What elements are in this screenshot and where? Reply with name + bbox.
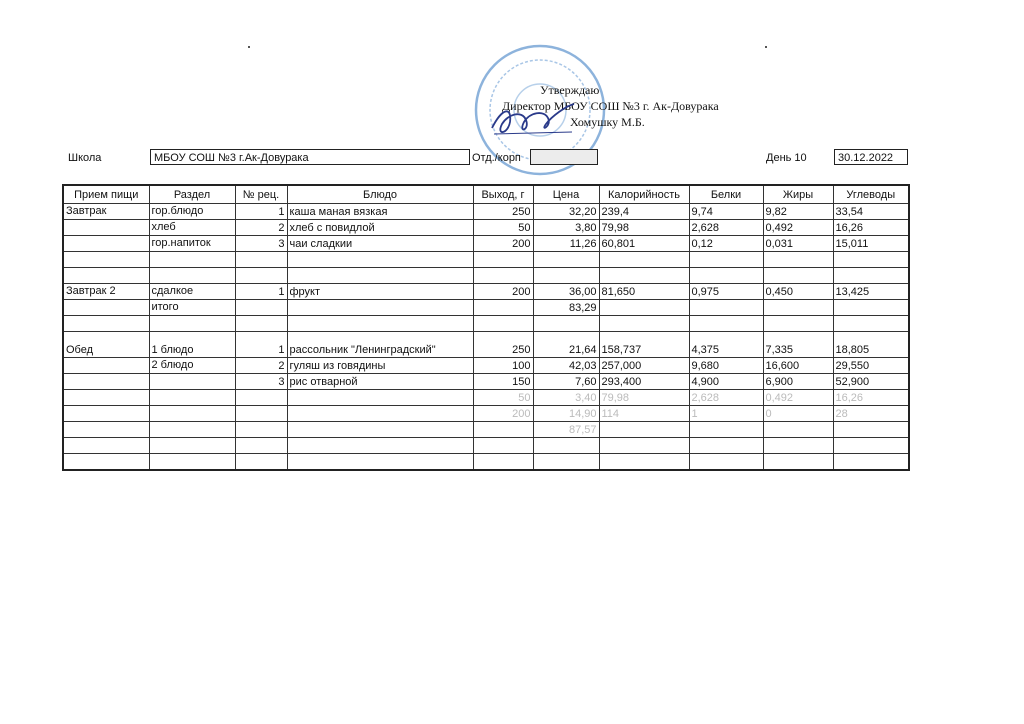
price-cell: [533, 316, 599, 332]
recipe-cell: [235, 300, 287, 316]
protein-cell: 9,680: [689, 358, 763, 374]
kcal-cell: 158,737: [599, 332, 689, 358]
fat-cell: 16,600: [763, 358, 833, 374]
meal-cell: [63, 406, 149, 422]
section-cell: [149, 406, 235, 422]
fat-cell: [763, 422, 833, 438]
dish-cell: [287, 406, 473, 422]
col-header: Блюдо: [287, 185, 473, 204]
meal-cell: [63, 454, 149, 471]
recipe-cell: [235, 390, 287, 406]
carb-cell: 16,26: [833, 390, 909, 406]
recipe-cell: 2: [235, 220, 287, 236]
col-header: Выход, г: [473, 185, 533, 204]
section-cell: [149, 454, 235, 471]
fat-cell: 0,031: [763, 236, 833, 252]
dept-label: Отд./корп: [472, 152, 521, 164]
table-row: [63, 236, 909, 252]
fat-cell: [763, 316, 833, 332]
scan-dot: [765, 46, 767, 48]
section-cell: [149, 438, 235, 454]
protein-cell: [689, 268, 763, 284]
section-cell: итого: [149, 300, 235, 316]
col-header: Калорийность: [599, 185, 689, 204]
price-cell: 42,03: [533, 358, 599, 374]
table-row: [63, 406, 909, 422]
kcal-cell: [599, 454, 689, 471]
meal-cell: Завтрак: [63, 204, 149, 220]
output-cell: 250: [473, 332, 533, 358]
protein-cell: 2,628: [689, 220, 763, 236]
approval-name: Хомушку М.Б.: [570, 115, 645, 129]
protein-cell: [689, 438, 763, 454]
output-cell: [473, 316, 533, 332]
kcal-cell: 239,4: [599, 204, 689, 220]
output-cell: [473, 252, 533, 268]
carb-cell: 16,26: [833, 220, 909, 236]
kcal-cell: [599, 252, 689, 268]
meal-cell: [63, 374, 149, 390]
dish-cell: гуляш из говядины: [287, 358, 473, 374]
carb-cell: 18,805: [833, 332, 909, 358]
dish-cell: [287, 316, 473, 332]
meal-cell: [63, 220, 149, 236]
carb-cell: [833, 438, 909, 454]
price-cell: [533, 454, 599, 471]
meal-cell: [63, 268, 149, 284]
recipe-cell: 1: [235, 284, 287, 300]
carb-cell: [833, 422, 909, 438]
kcal-cell: 114: [599, 406, 689, 422]
table-row: [63, 252, 909, 268]
kcal-cell: 79,98: [599, 220, 689, 236]
col-header: Белки: [689, 185, 763, 204]
output-cell: 50: [473, 390, 533, 406]
section-cell: [149, 252, 235, 268]
output-cell: [473, 300, 533, 316]
carb-cell: 13,425: [833, 284, 909, 300]
dish-cell: фрукт: [287, 284, 473, 300]
kcal-cell: 60,801: [599, 236, 689, 252]
meal-cell: [63, 236, 149, 252]
carb-cell: [833, 454, 909, 471]
recipe-cell: 1: [235, 332, 287, 358]
price-cell: [533, 268, 599, 284]
fat-cell: 9,82: [763, 204, 833, 220]
fat-cell: 7,335: [763, 332, 833, 358]
carb-cell: 28: [833, 406, 909, 422]
protein-cell: 2,628: [689, 390, 763, 406]
protein-cell: 1: [689, 406, 763, 422]
recipe-cell: [235, 454, 287, 471]
kcal-cell: [599, 300, 689, 316]
protein-cell: [689, 422, 763, 438]
protein-cell: 4,900: [689, 374, 763, 390]
price-cell: 87,57: [533, 422, 599, 438]
kcal-cell: 81,650: [599, 284, 689, 300]
school-label: Школа: [68, 152, 102, 164]
output-cell: 150: [473, 374, 533, 390]
recipe-cell: 3: [235, 374, 287, 390]
table-row: [63, 204, 909, 220]
day-label: День 10: [766, 152, 807, 164]
price-cell: 21,64: [533, 332, 599, 358]
meal-cell: [63, 316, 149, 332]
recipe-cell: [235, 268, 287, 284]
section-cell: [149, 268, 235, 284]
output-cell: 50: [473, 220, 533, 236]
meal-cell: [63, 390, 149, 406]
fat-cell: [763, 268, 833, 284]
col-header: № рец.: [235, 185, 287, 204]
output-cell: 100: [473, 358, 533, 374]
protein-cell: [689, 252, 763, 268]
kcal-cell: [599, 422, 689, 438]
fat-cell: 0,450: [763, 284, 833, 300]
carb-cell: 52,900: [833, 374, 909, 390]
price-cell: [533, 252, 599, 268]
protein-cell: 0,12: [689, 236, 763, 252]
output-cell: 200: [473, 236, 533, 252]
section-cell: сдалкое: [149, 284, 235, 300]
dept-field: [530, 149, 598, 165]
kcal-cell: 79,98: [599, 390, 689, 406]
output-cell: 250: [473, 204, 533, 220]
fat-cell: [763, 300, 833, 316]
output-cell: [473, 438, 533, 454]
kcal-cell: 257,000: [599, 358, 689, 374]
dish-cell: каша маная вязкая: [287, 204, 473, 220]
fat-cell: 0,492: [763, 390, 833, 406]
section-cell: гор.напиток: [149, 236, 235, 252]
carb-cell: [833, 252, 909, 268]
recipe-cell: [235, 406, 287, 422]
price-cell: 14,90: [533, 406, 599, 422]
dish-cell: чаи сладкии: [287, 236, 473, 252]
date-field: 30.12.2022: [834, 149, 908, 165]
recipe-cell: 1: [235, 204, 287, 220]
table-row: [63, 332, 909, 358]
recipe-cell: 2: [235, 358, 287, 374]
menu-table: [62, 184, 910, 471]
meal-cell: [63, 300, 149, 316]
meal-cell: Обед: [63, 332, 149, 358]
scan-dot: [248, 46, 250, 48]
meal-cell: [63, 252, 149, 268]
col-header: Прием пищи: [63, 185, 149, 204]
dish-cell: [287, 390, 473, 406]
table-row: [63, 300, 909, 316]
dish-cell: рис отварной: [287, 374, 473, 390]
table-row: [63, 220, 909, 236]
recipe-cell: [235, 422, 287, 438]
table-row: [63, 316, 909, 332]
output-cell: 200: [473, 284, 533, 300]
fat-cell: [763, 454, 833, 471]
dish-cell: [287, 422, 473, 438]
price-cell: 3,40: [533, 390, 599, 406]
price-cell: 32,20: [533, 204, 599, 220]
protein-cell: [689, 454, 763, 471]
table-row: [63, 268, 909, 284]
table-row: [63, 284, 909, 300]
approval-director: Директор МБОУ СОШ №3 г. Ак-Довурака: [502, 99, 719, 113]
table-body: [63, 204, 909, 471]
kcal-cell: [599, 268, 689, 284]
price-cell: [533, 438, 599, 454]
dish-cell: [287, 454, 473, 471]
col-header: Цена: [533, 185, 599, 204]
protein-cell: [689, 316, 763, 332]
signature: [488, 98, 578, 144]
carb-cell: 33,54: [833, 204, 909, 220]
meal-cell: Завтрак 2: [63, 284, 149, 300]
table-row: [63, 454, 909, 471]
price-cell: 7,60: [533, 374, 599, 390]
output-cell: [473, 454, 533, 471]
col-header: Жиры: [763, 185, 833, 204]
section-cell: [149, 316, 235, 332]
section-cell: [149, 422, 235, 438]
carb-cell: 15,011: [833, 236, 909, 252]
carb-cell: [833, 268, 909, 284]
dish-cell: [287, 268, 473, 284]
carb-cell: [833, 316, 909, 332]
dish-cell: [287, 438, 473, 454]
col-header: Раздел: [149, 185, 235, 204]
table-row: [63, 374, 909, 390]
dish-cell: [287, 300, 473, 316]
carb-cell: [833, 300, 909, 316]
dish-cell: [287, 252, 473, 268]
protein-cell: 9,74: [689, 204, 763, 220]
section-cell: 1 блюдо: [149, 332, 235, 358]
dish-cell: рассольник "Ленинградский": [287, 332, 473, 358]
protein-cell: 0,975: [689, 284, 763, 300]
section-cell: [149, 390, 235, 406]
table-row: [63, 390, 909, 406]
price-cell: 3,80: [533, 220, 599, 236]
fat-cell: 6,900: [763, 374, 833, 390]
table-header-row: [63, 185, 909, 204]
recipe-cell: 3: [235, 236, 287, 252]
section-cell: гор.блюдо: [149, 204, 235, 220]
fat-cell: 0,492: [763, 220, 833, 236]
recipe-cell: [235, 316, 287, 332]
meal-cell: [63, 438, 149, 454]
meal-cell: [63, 422, 149, 438]
output-cell: [473, 268, 533, 284]
section-cell: [149, 374, 235, 390]
protein-cell: 4,375: [689, 332, 763, 358]
recipe-cell: [235, 438, 287, 454]
kcal-cell: [599, 316, 689, 332]
fat-cell: [763, 252, 833, 268]
fat-cell: 0: [763, 406, 833, 422]
kcal-cell: [599, 438, 689, 454]
output-cell: [473, 422, 533, 438]
protein-cell: [689, 300, 763, 316]
fat-cell: [763, 438, 833, 454]
section-cell: хлеб: [149, 220, 235, 236]
kcal-cell: 293,400: [599, 374, 689, 390]
table-row: [63, 422, 909, 438]
approval-title: Утверждаю: [540, 83, 600, 97]
table-row: [63, 358, 909, 374]
price-cell: 36,00: [533, 284, 599, 300]
col-header: Углеводы: [833, 185, 909, 204]
price-cell: 83,29: [533, 300, 599, 316]
carb-cell: 29,550: [833, 358, 909, 374]
section-cell: 2 блюдо: [149, 358, 235, 374]
recipe-cell: [235, 252, 287, 268]
output-cell: 200: [473, 406, 533, 422]
price-cell: 11,26: [533, 236, 599, 252]
school-field: МБОУ СОШ №3 г.Ак-Довурака: [150, 149, 470, 165]
meal-cell: [63, 358, 149, 374]
dish-cell: хлеб с повидлой: [287, 220, 473, 236]
table-row: [63, 438, 909, 454]
